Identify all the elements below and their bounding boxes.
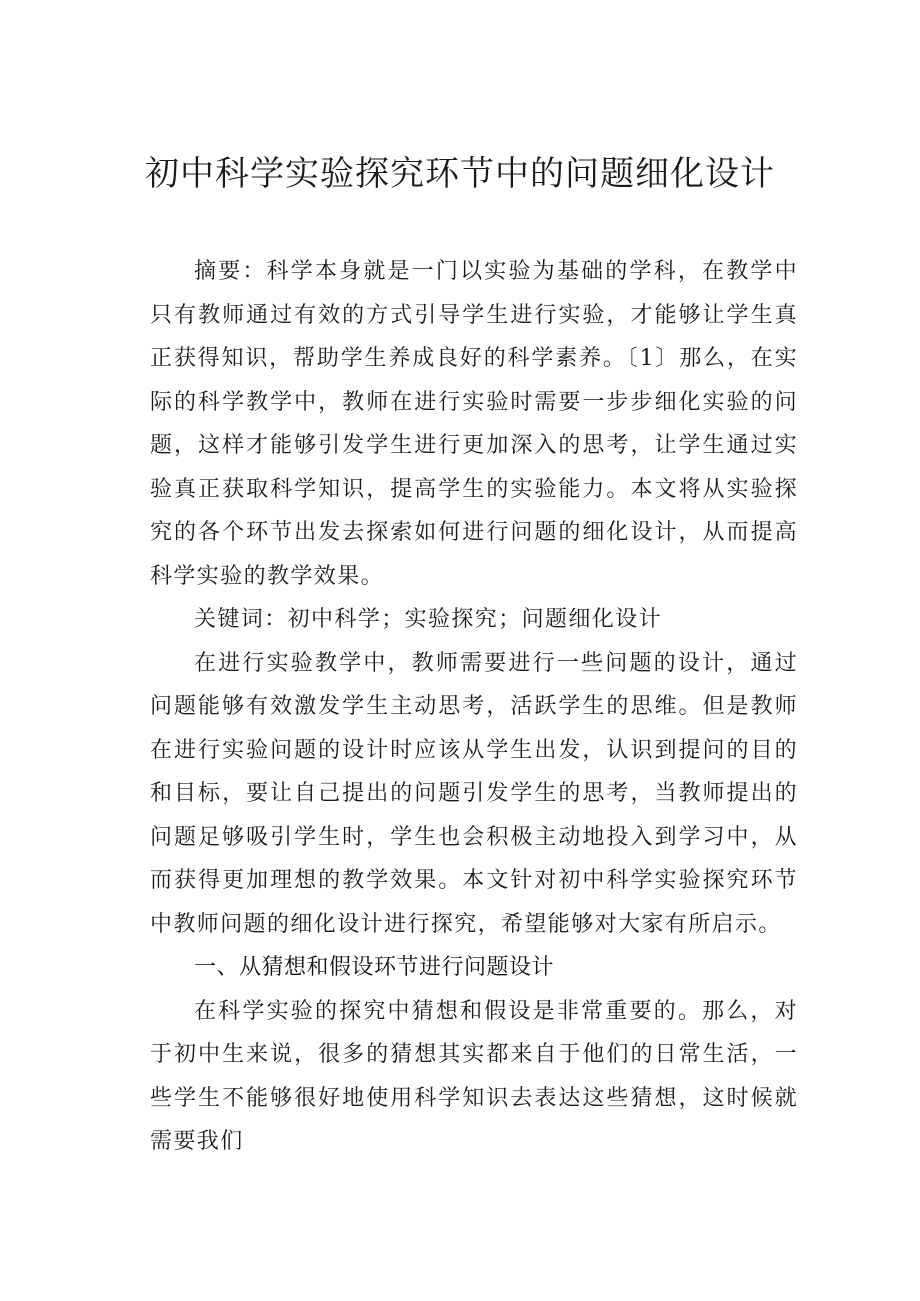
document-title: 初中科学实验探究环节中的问题细化设计 <box>145 154 775 194</box>
section-heading: 一、从猜想和假设环节进行问题设计 <box>194 955 555 980</box>
keywords-line: 关键词：初中科学；实验探究；问题细化设计 <box>194 607 663 632</box>
abstract-paragraph: 摘要：科学本身就是一门以实验为基础的学科，在教学中只有教师通过有效的方式引导学生进行实验，才能够让学生真正获得知识，帮助学生养成良好的科学素养。〔1〕那么，在实际的科学教学中，教师在进行实验时需要一步步细化实验的问题，这样才能够引发学生进行更加深入的思考，让学生通过实验真正获取科学知识，提高学生的实验能力。本文将从实验探究的各个环节出发去探索如何进行问题的细化设计，从而提高科学实验的教学效果。 <box>150 259 798 589</box>
section-paragraph: 在科学实验的探究中猜想和假设是非常重要的。那么，对于初中生来说，很多的猜想其实都来自于他们的日常生活，一些学生不能够很好地使用科学知识去表达这些猜想，这时候就需要我们 <box>150 998 798 1154</box>
document-body <box>150 250 798 1164</box>
intro-paragraph: 在进行实验教学中，教师需要进行一些问题的设计，通过问题能够有效激发学生主动思考，活跃学生的思维。但是教师在进行实验问题的设计时应该从学生出发，认识到提问的目的和目标，要让自己提出的问题引发学生的思考，当教师提出的问题足够吸引学生时，学生也会积极主动地投入到学习中，从而获得更加理想的教学效果。本文针对初中科学实验探究环节中教师问题的细化设计进行探究，希望能够对大家有所启示。 <box>150 650 798 937</box>
